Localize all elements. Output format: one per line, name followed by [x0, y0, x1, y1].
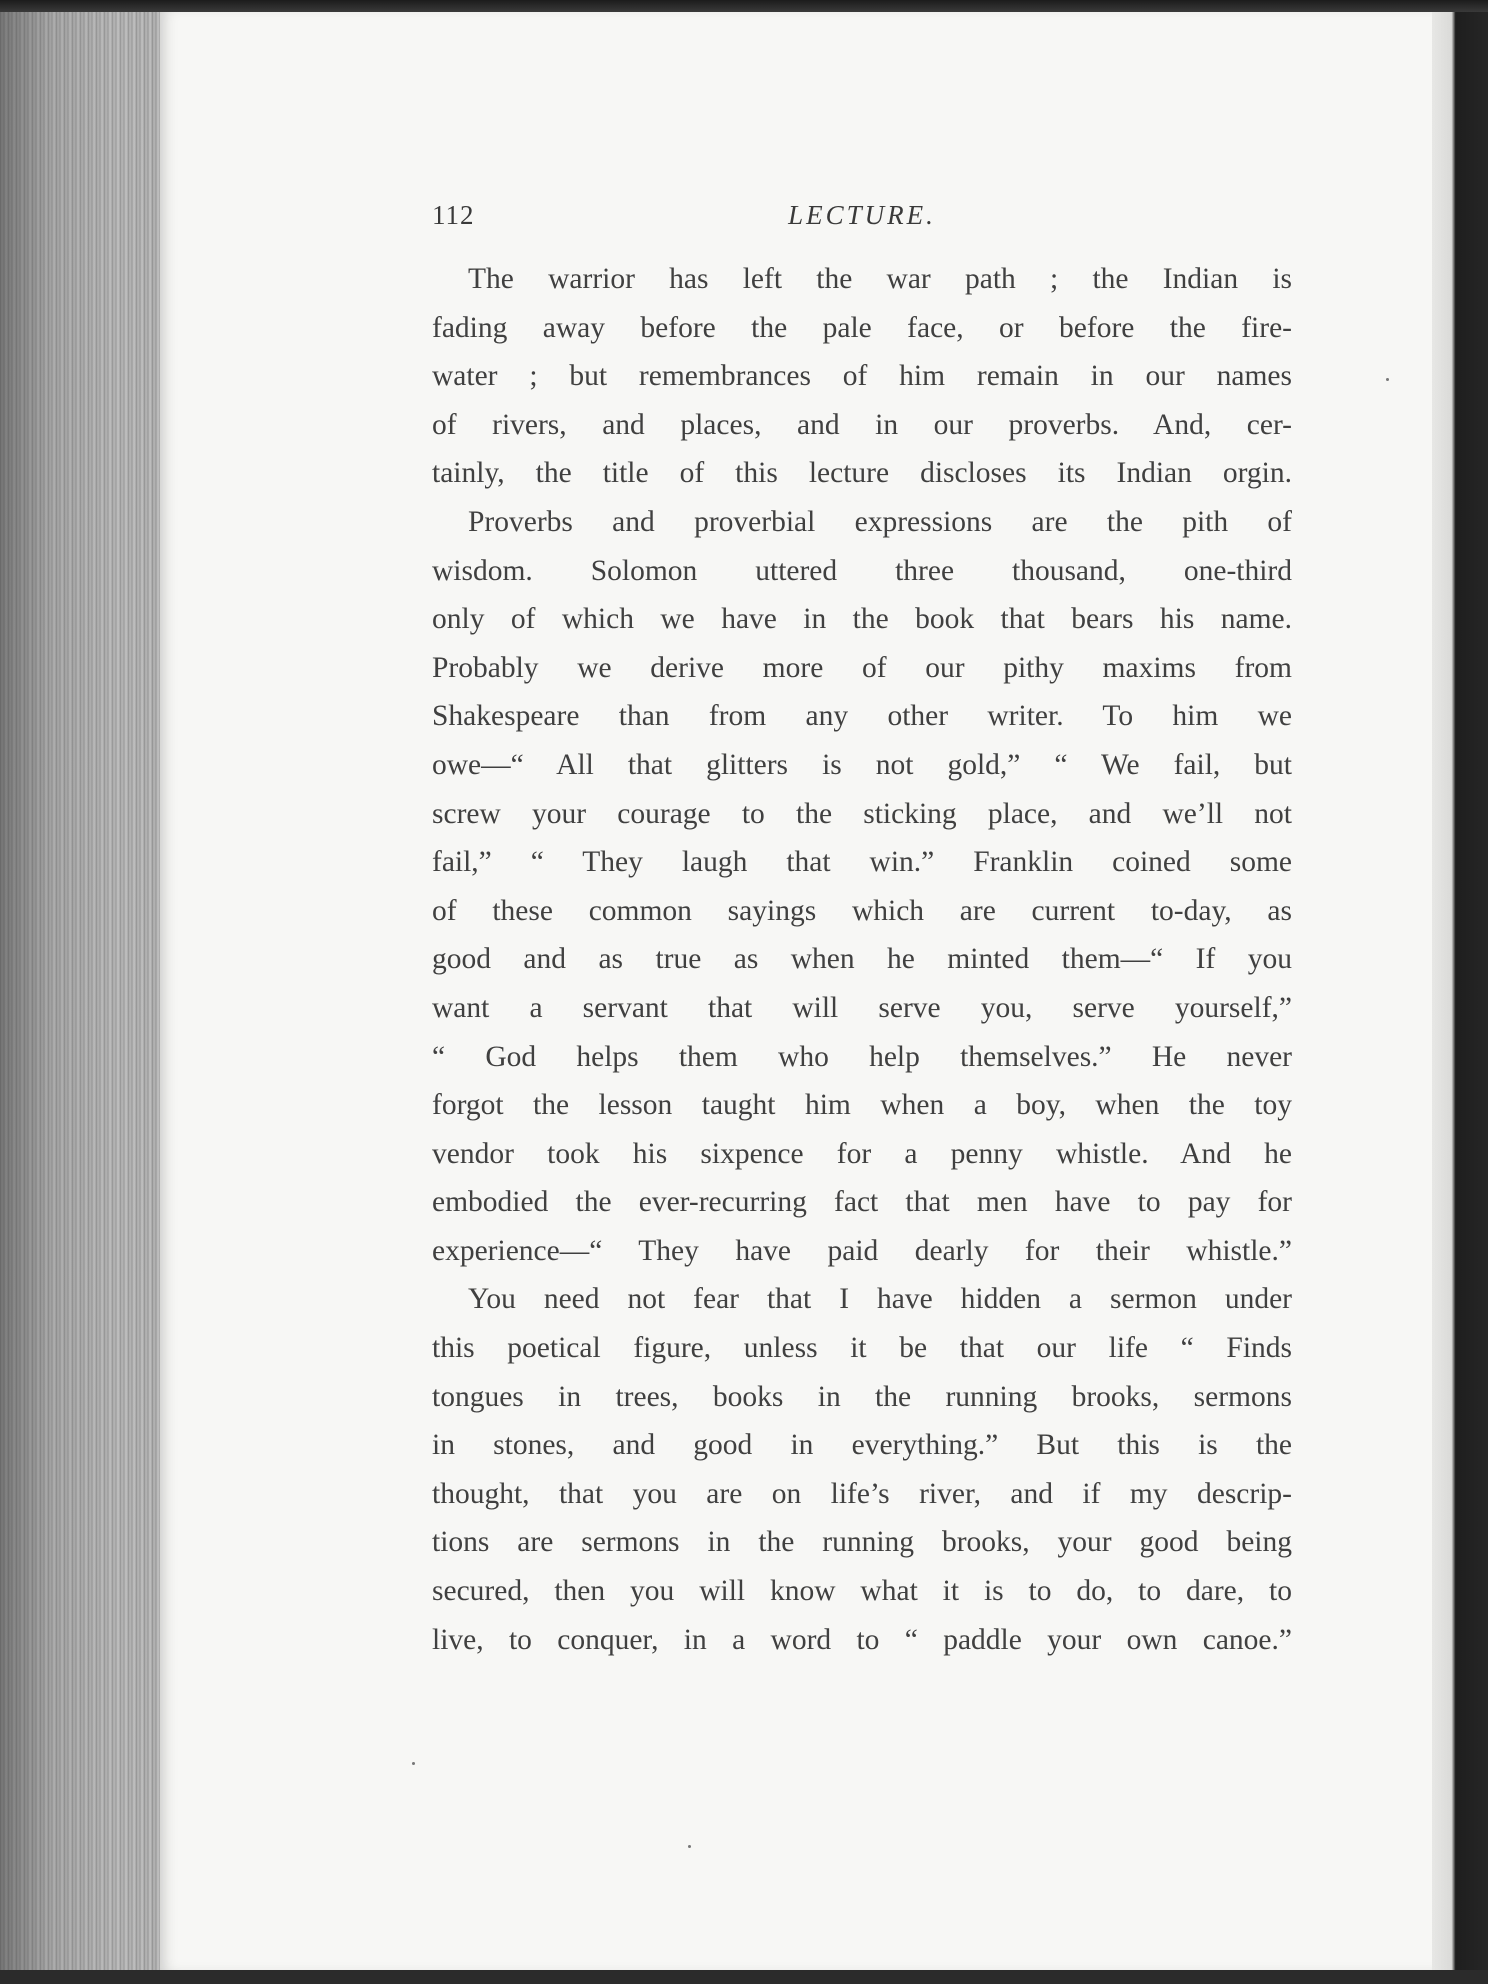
text-line: this poetical figure, unless it be that our life “ Finds: [432, 1332, 1292, 1365]
scan-speck: [688, 1845, 691, 1848]
text-line: forgot the lesson taught him when a boy, when the toy: [432, 1089, 1292, 1122]
text-line: You need not fear that I have hidden a sermon under: [468, 1283, 1292, 1316]
text-line: want a servant that will serve you, serve yourself,”: [432, 991, 1292, 1024]
text-line: tions are sermons in the running brooks, your good being: [432, 1526, 1292, 1559]
text-line: screw your courage to the sticking place, and we’ll not: [432, 797, 1292, 830]
text-line: tainly, the title of this lecture discloses its Indian orgin.: [432, 457, 1292, 490]
running-head: [432, 200, 1292, 236]
body-text: [432, 255, 1292, 1664]
scan-top-border: [0, 0, 1488, 12]
text-line: thought, that you are on life’s river, and if my descrip-: [432, 1477, 1292, 1510]
text-line: The warrior has left the war path ; the Indian is: [468, 263, 1292, 295]
text-line: secured, then you will know what it is to do, to dare, to: [432, 1575, 1292, 1608]
text-line: tongues in trees, books in the running brooks, sermons: [432, 1380, 1292, 1413]
text-line: good and as true as when he minted them—“ If you: [432, 943, 1292, 976]
running-title: LECTURE.: [788, 200, 936, 230]
text-line: wisdom. Solomon uttered three thousand, one-third: [432, 554, 1292, 587]
text-line: Proverbs and proverbial expressions are the pith of: [468, 505, 1292, 538]
text-line: owe—“ All that glitters is not gold,” “ We fail, but: [432, 748, 1292, 781]
text-line: fading away before the pale face, or before the fire-: [432, 311, 1292, 344]
text-line: of rivers, and places, and in our proverbs. And, cer-: [432, 408, 1292, 441]
scan-speck: [1386, 378, 1389, 381]
text-line: water ; but remembrances of him remain in our names: [432, 360, 1292, 393]
text-line: vendor took his sixpence for a penny whistle. And he: [432, 1137, 1292, 1170]
page-stack-edge: [0, 12, 168, 1970]
text-line: fail,” “ They laugh that win.” Franklin coined some: [432, 846, 1292, 879]
text-line: “ God helps them who help themselves.” He never: [432, 1040, 1292, 1073]
scan-bottom-border: [0, 1970, 1488, 1984]
text-line: experience—“ They have paid dearly for their whistle.”: [432, 1234, 1292, 1267]
scan-speck: [412, 1762, 415, 1765]
text-line: only of which we have in the book that bears his name.: [432, 603, 1292, 636]
text-line: Probably we derive more of our pithy maxims from: [432, 651, 1292, 684]
text-line: of these common sayings which are current to-day, as: [432, 894, 1292, 927]
scan-right-border: [1432, 12, 1488, 1970]
text-line: Shakespeare than from any other writer. To him we: [432, 700, 1292, 733]
text-line: embodied the ever-recurring fact that men have to pay for: [432, 1186, 1292, 1219]
text-line: in stones, and good in everything.” But this is the: [432, 1429, 1292, 1462]
page-number: 112: [432, 200, 475, 230]
text-line: live, to conquer, in a word to “ paddle your own canoe.”: [432, 1623, 1292, 1656]
